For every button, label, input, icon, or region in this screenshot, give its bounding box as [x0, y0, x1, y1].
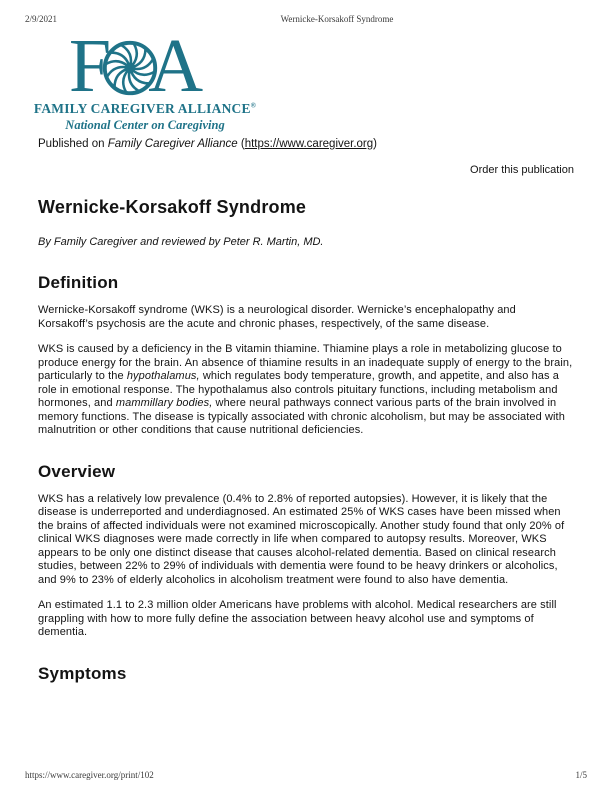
text-run: Family Caregiver Alliance — [107, 138, 238, 150]
article-title: Wernicke-Korsakoff Syndrome — [38, 197, 307, 217]
text-run: mammillary bodies, — [115, 397, 213, 409]
logo-tagline: National Center on Caregiving — [65, 118, 225, 132]
fca-logo — [33, 24, 257, 133]
logo-org-name — [34, 101, 256, 117]
order-publication-line — [38, 163, 574, 177]
text-run: WKS is caused by a deficiency in the B vitamin thiamine. Thiamine plays a role in metabolizing glucose to produce energy for the brain. An absence of thiamine results in an inadequate supply of energy to the brain, particularly to the — [38, 343, 573, 382]
print-header-title: Wernicke-Korsakoff Syndrome — [280, 14, 394, 24]
print-page-indicator: 1/5 — [575, 770, 587, 780]
text-run: hypothalamus, — [126, 370, 200, 382]
page-content — [33, 24, 574, 695]
published-line — [38, 137, 574, 152]
paragraph — [38, 493, 574, 588]
fca-monogram — [68, 24, 204, 108]
section-heading-definition: Definition — [38, 273, 119, 292]
article-byline: By Family Caregiver and reviewed by Peter R. Martin, MD. — [38, 236, 324, 248]
text-run: WKS has a relatively low prevalence (0.4% to 2.8% of reported autopsies). However, it is likely that the disease is underreported and underdiagnosed. An estimated 25% of WKS cases have been missed when the brains of affected individuals were not examined microscopically. Another study found that only 20% of clinical WKS diagnoses were made correctly in life when compared to autopsy results. Moreover, WKS appears to be only one distinct disease that causes alcohol-related dementia. Based on clinical research studies, between 22% to 29% of individuals with dementia were found to be heavy drinkers or alcoholics, and 9% to 23% of elderly alcoholics in alcoholism treatment were found to also have dementia. — [38, 492, 565, 586]
registered-mark: ® — [250, 101, 257, 110]
section-heading-symptoms: Symptoms — [38, 663, 127, 683]
logo-letter-a: A — [148, 24, 204, 108]
print-footer-url: https://www.caregiver.org/print/102 — [25, 770, 154, 780]
logo-letter-f: F — [68, 24, 110, 108]
paragraph — [38, 343, 574, 438]
text-run: where neural pathways connect various parts of the brain involved in memory functions. The disease is typically associated with chronic alcoholism, but may be associated with malnutrition or other conditions that cause nutritional deficiencies. — [38, 397, 565, 436]
text-run: An estimated 1.1 to 2.3 million older Americans have problems with alcohol. Medical researchers are still grappling with how to more fully define the association between heavy alcohol use and symptoms of dementia. — [38, 599, 557, 638]
text-run: ) — [373, 138, 378, 150]
paragraph — [38, 304, 574, 331]
nautilus-shell-icon — [102, 40, 158, 96]
text-run: ( — [237, 138, 245, 150]
print-date: 2/9/2021 — [25, 14, 58, 24]
text-run: Published on — [38, 138, 108, 150]
order-publication-label: Order this publication — [470, 164, 574, 176]
logo-org-text: FAMILY CAREGIVER ALLIANCE — [33, 101, 251, 116]
text-run: which regulates body temperature, growth, and appetite, and also has a role in emotional response. The hypothalamus also controls pituitary functions, including metabolism and hormones, and — [38, 370, 559, 409]
paragraph — [38, 599, 574, 640]
article-body — [38, 272, 574, 685]
caregiver-org-link[interactable]: https://www.caregiver.org — [244, 138, 374, 150]
text-run: Wernicke-Korsakoff syndrome (WKS) is a neurological disorder. Wernicke’s encephalopathy and Korsakoff’s psychosis are the acute and chronic phases, respectively, of the same disease. — [38, 304, 516, 330]
section-heading-overview: Overview — [38, 461, 116, 481]
